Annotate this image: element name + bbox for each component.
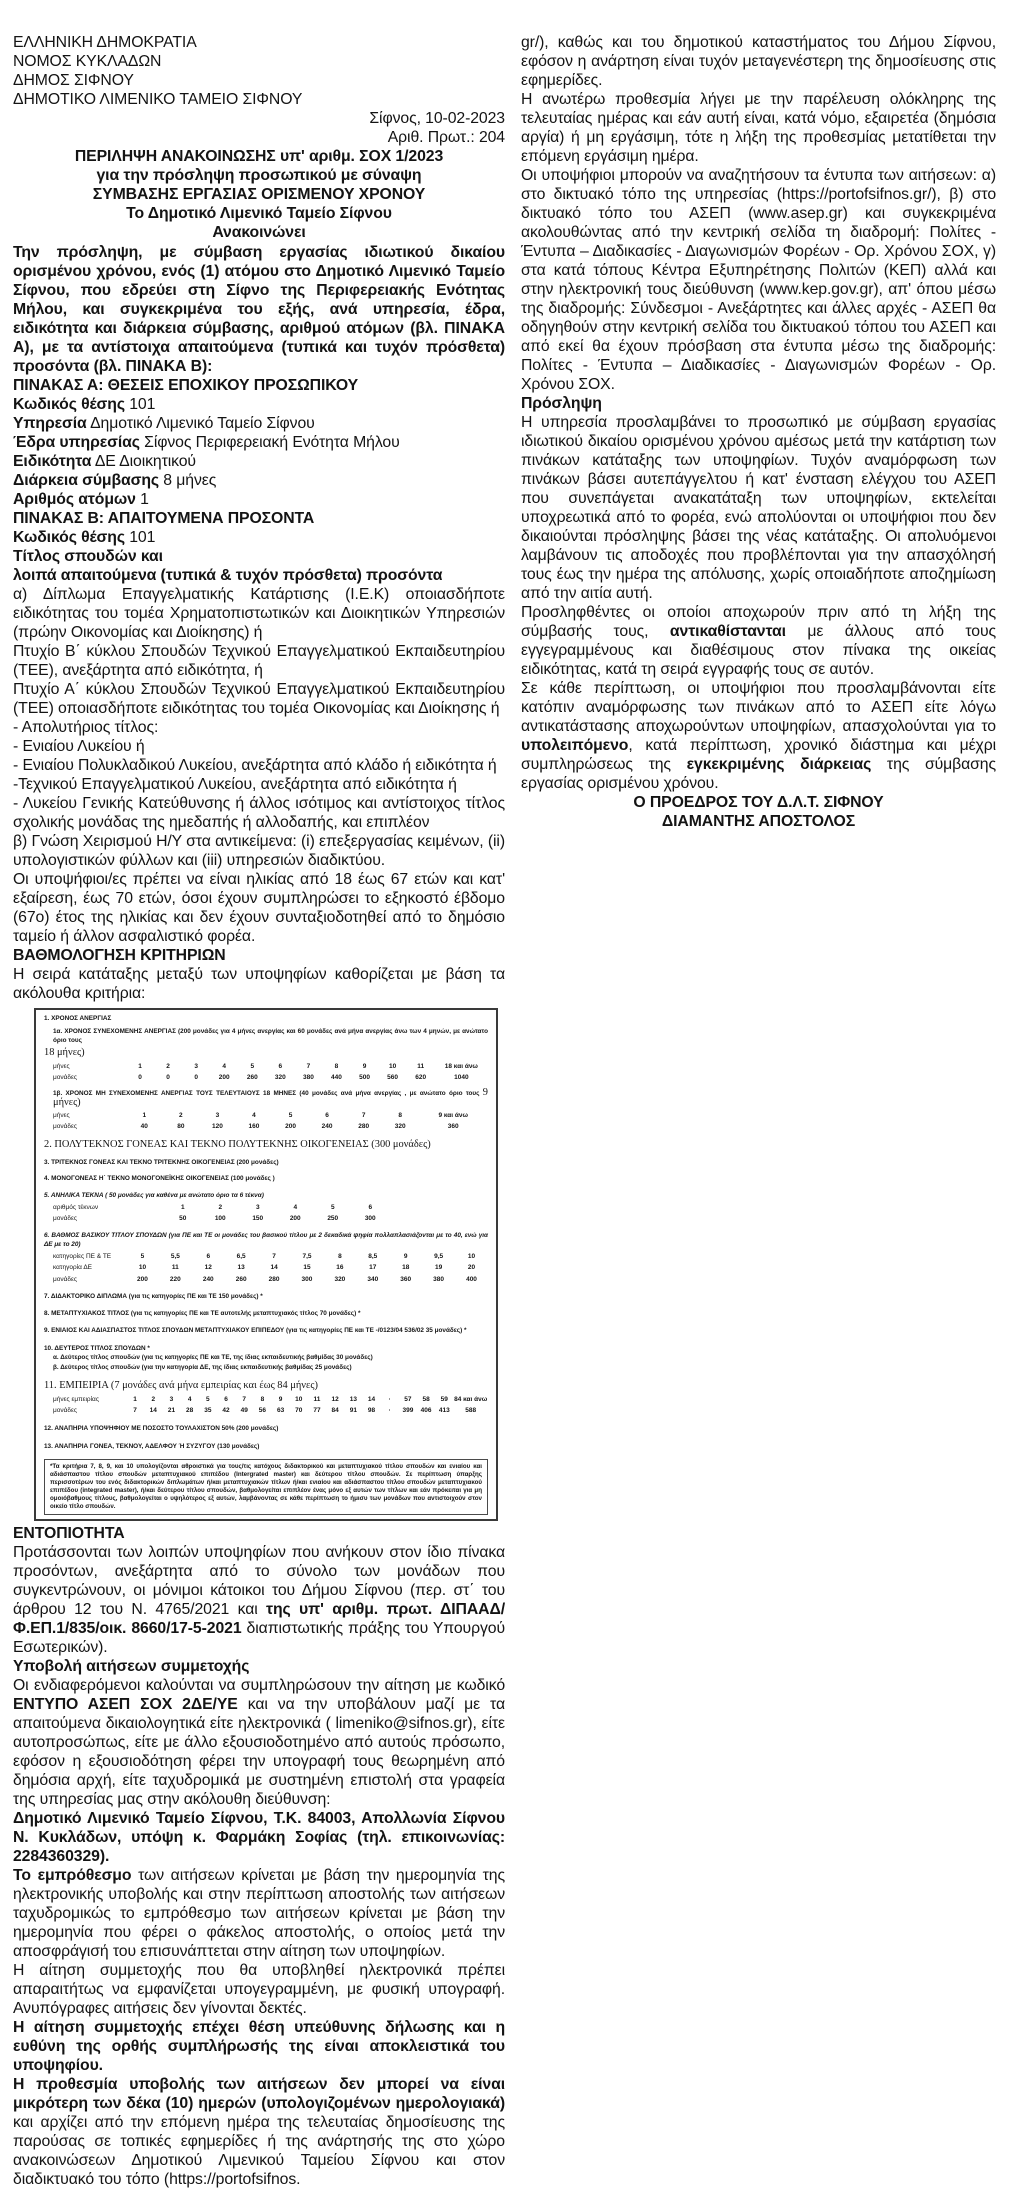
- body-paragraph: Η αίτηση συμμετοχής που θα υποβληθεί ηλεκτρονικά πρέπει απαραιτήτως να εμφανίζεται υπογεγραμμένη, με φυσική υπογραφή. Ανυπόγραφες αιτήσεις δεν γίνονται δεκτές.: [13, 1961, 505, 2017]
- title-line: για την πρόσληψη προσωπικού με σύναψη: [96, 167, 422, 184]
- section-heading: ΠΙΝΑΚΑΣ Β: ΑΠΑΙΤΟΥΜΕΝΑ ΠΡΟΣΟΝΤΑ: [13, 510, 315, 527]
- table-row-criterion-10b: β. Δεύτερος τίτλος σπουδών (για την κατηγορία ΔΕ, της ίδιας εκπαιδευτικής βαθμίδας 25 μονάδες): [53, 1363, 352, 1371]
- body-paragraph: - Λυκείου Γενικής Κατεύθυνσης ή άλλος ισότιμος και αντίστοιχος τίτλος σχολικής μονάδας της ημεδαπής ή αλλοδαπής, και επιπλέον: [13, 795, 505, 831]
- body-paragraph: gr/), καθώς και του δημοτικού καταστήματος του Δήμου Σίφνου, εφόσον η ανάρτηση είναι τυχόν μεταγενέστερη της δημοσίευσης στις εφημερίδες.: [521, 34, 996, 89]
- org-line: ΔΗΜΟΤΙΚΟ ΛΙΜΕΝΙΚΟ ΤΑΜΕΙΟ ΣΙΦΝΟΥ: [13, 91, 303, 108]
- section-heading: ΒΑΘΜΟΛΟΓΗΣΗ ΚΡΙΤΗΡΙΩΝ: [13, 947, 226, 964]
- table-row-criterion-8: 8. ΜΕΤΑΠΤΥΧΙΑΚΟΣ ΤΙΤΛΟΣ (για τις κατηγορίες ΠΕ και ΤΕ αυτοτελής μεταπτυχιακός τίτλος 70 μονάδες) *: [44, 1309, 361, 1317]
- title-line: ΣΥΜΒΑΣΗΣ ΕΡΓΑΣΙΑΣ ΟΡΙΣΜΕΝΟΥ ΧΡΟΝΟΥ: [92, 186, 426, 203]
- table-row-criterion-5: 5. ΑΝΗΛΙΚΑ ΤΕΚΝΑ ( 50 μονάδες για καθένα με ανώτατο όριο τα 6 τέκνα): [44, 1191, 264, 1199]
- table-row-criterion-13: 13. ΑΝΑΠΗΡΙΑ ΓΟΝΕΑ, ΤΕΚΝΟΥ, ΑΔΕΛΦΟΥ Ή ΣΥΖΥΓΟΥ (130 μονάδες): [44, 1443, 260, 1451]
- document-title: [13, 147, 505, 242]
- table-cells: 1 2 3 4 5 6 7 8 9 10 11 12 13 14 · 57 58 59 84 και άνω: [133, 1395, 488, 1403]
- table-label: μονάδες: [53, 1074, 78, 1082]
- table-cells: 200 220 240 260 280 300 320 340 360 380 400: [137, 1275, 477, 1283]
- field-line: Αριθμός ατόμων 1: [13, 491, 149, 508]
- org-line: ΔΗΜΟΣ ΣΙΦΝΟΥ: [13, 72, 134, 89]
- body-paragraph: Η υπηρεσία προσλαμβάνει το προσωπικό με σύμβαση εργασίας ιδιωτικού δικαίου ορισμένου χρόνου αμέσως μετά την κατάρτιση των πινάκων κατάταξης των υποψηφίων. Τυχόν αναμόρφωση των πινάκων βάσει αυτεπάγγελτου ή κατ' ένσταση ελέγχου του ΑΣΕΠ που συνεπάγεται ανακατάταξη των υποψηφίων, εκτελείται υποχρεωτικά από το φορέα, ενώ απολύονται οι υποψήφιοι που δεν δικαιούνται πρόσληψης βάσει της νέας κατάταξης. Οι απολυόμενοι λαμβάνουν τις αποδοχές που προβλέπονται για την απασχόλησή τους έως την ημέρα της απόλυσης, χωρίς οποιαδήποτε αποζημίωση από την αιτία αυτή.: [521, 414, 996, 602]
- table-label: κατηγορία ΔΕ: [53, 1264, 92, 1272]
- table-cells: 40 80 120 160 200 240 280 320 360: [140, 1123, 459, 1131]
- table-label: μήνες εμπειρίας: [53, 1395, 99, 1403]
- body-paragraph: - Απολυτήριος τίτλος:: [13, 719, 159, 736]
- field-line: Ειδικότητα ΔΕ Διοικητικού: [13, 453, 196, 470]
- table-label: μονάδες: [53, 1407, 78, 1414]
- table-label: μήνες: [53, 1111, 70, 1119]
- table-row: [44, 1215, 488, 1223]
- body-paragraph: Η προθεσμία υποβολής των αιτήσεων δεν μπορεί να είναι μικρότερη των δέκα (10) ημερών (υπολογιζομένων ημερολογιακά) και αρχίζει από την επόμενη ημέρα της τελευταίας δημοσίευσης της παρούσας σε τοπικές εφημερίδες ή της ανάρτησής της στο χώρο ανακοινώσεων Δημοτικού Λιμενικού Ταμείου Σίφνου και στον διαδικτυακό του τόπο (https://portofsifnos.: [13, 2075, 505, 2188]
- table-label: κατηγορίες ΠΕ & ΤΕ: [53, 1252, 112, 1260]
- table-serif-fragment: 18 μήνες): [44, 1047, 85, 1059]
- table-row-criterion-2: 2. ΠΟΛΥΤΕΚΝΟΣ ΓΟΝΕΑΣ ΚΑΙ ΤΕΚΝΟ ΠΟΛΥΤΕΚΝΗΣ ΟΙΚΟΓΕΝΕΙΑΣ (300 μονάδες): [44, 1139, 431, 1151]
- table-row-criterion-1a: 1α. ΧΡΟΝΟΣ ΣΥΝΕΧΟΜΕΝΗΣ ΑΝΕΡΓΙΑΣ (200 μονάδες για 4 μήνες ανεργίας και 60 μονάδες ανά μήνα ανεργίας άνω των 4 μηνών, με ανώτατο όριο τους: [53, 1028, 488, 1044]
- body-paragraph: Προσληφθέντες οι οποίοι αποχωρούν πριν από τη λήξη της σύμβασής τους, αντικαθίστανται με άλλους από τους εγγεγραμμένους και διαθέσιμους στον πίνακα της οικείας ειδικότητας, κατά τη σειρά εγγραφής τους σε αυτόν.: [521, 604, 996, 678]
- field-line: Κωδικός θέσης 101: [13, 529, 156, 546]
- body-paragraph: α) Δίπλωμα Επαγγελματικής Κατάρτισης (Ι.Ε.Κ) οποιασδήποτε ειδικότητας του τομέα Χρηματοπιστωτικών και Διοικητικών Υπηρεσιών (πρώην Οικονομίας και Διοίκησης) ή: [13, 586, 505, 641]
- org-header: [13, 33, 505, 109]
- table-cells: 1 2 3 4 5 6 7 8 9 10 11 18 και άνω: [138, 1062, 478, 1070]
- table-label: μονάδες: [53, 1275, 78, 1283]
- table-label: αριθμός τέκνων: [53, 1203, 99, 1211]
- body-paragraph: Η σειρά κατάταξης μεταξύ των υποψηφίων καθορίζεται με βάση τα ακόλουθα κριτήρια:: [13, 966, 505, 1002]
- table-row-criterion-10: 10. ΔΕΥΤΕΡΟΣ ΤΙΤΛΟΣ ΣΠΟΥΔΩΝ *: [44, 1344, 150, 1352]
- table-row: [44, 1074, 488, 1082]
- field-label: Τίτλος σπουδών και: [13, 548, 163, 565]
- table-row: [44, 1264, 488, 1272]
- table-row-criterion-11: 11. ΕΜΠΕΙΡΙΑ (7 μονάδες ανά μήνα εμπειρίας και έως 84 μήνες): [44, 1380, 318, 1391]
- table-cells: 0 0 0 200 260 320 380 440 500 560 620 1040: [138, 1074, 469, 1082]
- table-row: [44, 1407, 488, 1415]
- table-label: μονάδες: [53, 1123, 78, 1131]
- body-paragraph: Το εμπρόθεσμο των αιτήσεων κρίνεται με βάση την ημερομηνία της ηλεκτρονικής υποβολής και στην περίπτωση αποστολής των αιτήσεων ταχυδρομικώς το εμπρόθεσμο των αιτήσεων κρίνεται με βάση την ημερομηνία που φέρει ο φάκελος αποστολής, ο οποίος μετά την αποσφράγισή του επισυνάπτεται στην αίτηση των υποψηφίων.: [13, 1866, 506, 1960]
- table-row: [44, 1204, 488, 1212]
- table-row-criterion-3: 3. ΤΡΙΤΕΚΝΟΣ ΓΟΝΕΑΣ ΚΑΙ ΤΕΚΝΟ ΤΡΙΤΕΚΝΗΣ ΟΙΚΟΓΕΝΕΙΑΣ (200 μονάδες): [44, 1159, 279, 1167]
- table-row: [44, 1253, 488, 1261]
- org-line: ΝΟΜΟΣ ΚΥΚΛΑΔΩΝ: [13, 53, 162, 70]
- body-paragraph: Πτυχίο Α΄ κύκλου Σπουδών Τεχνικού Επαγγελματικού Εκπαιδευτηρίου (ΤΕΕ) οποιασδήποτε ειδικότητας του τομέα Οικονομίας και Διοίκησης ή: [13, 681, 505, 717]
- field-line: Διάρκεια σύμβασης 8 μήνες: [13, 472, 217, 489]
- table-label: μήνες: [53, 1062, 70, 1070]
- table-cells: 5 5,5 6 6,5 7 7,5 8 8,5 9 9,5 10: [140, 1252, 476, 1260]
- table-row-criterion-1b: 1β. ΧΡΟΝΟΣ ΜΗ ΣΥΝΕΧΟΜΕΝΗΣ ΑΝΕΡΓΙΑΣ ΤΟΥΣ ΤΕΛΕΥΤΑΙΟΥΣ 18 ΜΗΝΕΣ (40 μονάδες ανά μήνα ανεργίας , με ανώτατο όριο τους 9 μήνες): [53, 1087, 488, 1108]
- body-paragraph: Την πρόσληψη, με σύμβαση εργασίας ιδιωτικού δικαίου ορισμένου χρόνου, ενός (1) ατόμου στο Δημοτικό Λιμενικό Ταμείο Σίφνου, που εδρεύει στη Σίφνο της Περιφερειακής Ενότητας Μήλου, και συγκεκριμένα του εξής, ανά υπηρεσία, έδρα, ειδικότητα και διάρκεια σύμβασης, αριθμού ατόμων (βλ. ΠΙΝΑΚΑ Α), με τα αντίστοιχα απαιτούμενα (τυπικά και τυχόν πρόσθετα) προσόντα (βλ. ΠΙΝΑΚΑ Β):: [13, 244, 505, 375]
- table-row-criterion-12: 12. ΑΝΑΠΗΡΙΑ ΥΠΟΨΗΦΙΟΥ ΜΕ ΠΟΣΟΣΤΟ ΤΟΥΛΑΧΙΣΤΟΝ 50% (200 μονάδες): [44, 1425, 279, 1432]
- body-paragraph: β) Γνώση Χειρισμού Η/Υ στα αντικείμενα: (i) επεξεργασίας κειμένων, (ii) υπολογιστικών φύλλων και (iii) υπηρεσιών διαδικτύου.: [13, 833, 505, 869]
- field-label: λοιπά απαιτούμενα (τυπικά & τυχόν πρόσθετα) προσόντα: [13, 567, 443, 584]
- table-row: [44, 1112, 488, 1120]
- field-line: Υπηρεσία Δημοτικό Λιμενικό Ταμείο Σίφνου: [13, 415, 315, 432]
- section-heading: Πρόσληψη: [521, 395, 602, 412]
- body-paragraph: Σε κάθε περίπτωση, οι υποψήφιοι που προσλαμβάνονται είτε κατόπιν αναμόρφωσης των πινάκων από το ΑΣΕΠ είτε λόγω αντικατάστασης αποχωρούντων υποψηφίων, απασχολούνται για το υπολειπόμενο, κατά περίπτωση, χρονικό διάστημα και μέχρι συμπληρώσεως της εγκεκριμένης διάρκειας της σύμβασης εργασίας ορισμένου χρόνου.: [521, 680, 996, 792]
- title-line: ΠΕΡΙΛΗΨΗ ΑΝΑΚΟΙΝΩΣΗΣ υπ' αριθμ. ΣΟΧ 1/2023: [74, 148, 444, 165]
- table-cells: 7 14 21 28 35 42 49 56 63 70 77 84 91 98 · 399 406 413 588: [133, 1407, 477, 1414]
- table-row: [44, 1396, 488, 1404]
- title-line: Το Δημοτικό Λιμενικό Ταμείο Σίφνου: [126, 205, 392, 222]
- right-column: [521, 33, 996, 2189]
- table-row-criterion-1: 1. ΧΡΟΝΟΣ ΑΝΕΡΓΙΑΣ: [44, 1015, 112, 1022]
- body-paragraph: - Ενιαίου Λυκείου ή: [13, 738, 145, 755]
- body-paragraph: Οι ενδιαφερόμενοι καλούνται να συμπληρώσουν την αίτηση με κωδικό ΕΝΤΥΠΟ ΑΣΕΠ ΣΟΧ 2ΔΕ/ΥΕ και να την υποβάλουν μαζί με τα απαιτούμενα δικαιολογητικά είτε ηλεκτρονικά ( limeniko@sifnos.gr), είτε αυτοπροσώπως, είτε με άλλο εξουσιοδοτημένο από αυτούς πρόσωπο, εφόσον η εξουσιοδότηση φέρει την υπογραφή τους θεωρημένη από δημόσια αρχή, είτε ταχυδρομικά με συστημένη επιστολή στα γραφεία της υπηρεσίας μας στην ακόλουθη διεύθυνση:: [13, 1676, 505, 1808]
- address-paragraph: Δημοτικό Λιμενικό Ταμείο Σίφνου, Τ.Κ. 84003, Απολλωνία Σίφνου Ν. Κυκλάδων, υπόψη κ. Φαρμάκη Σοφίας (τηλ. επικοινωνίας: 2284360329).: [13, 1809, 505, 1865]
- section-heading: ΠΙΝΑΚΑΣ Α: ΘΕΣΕΙΣ ΕΠΟΧΙΚΟΥ ΠΡΟΣΩΠΙΚΟΥ: [13, 377, 359, 394]
- table-row: [44, 1063, 488, 1071]
- criteria-table: [34, 1008, 498, 1521]
- table-cells: 1 2 3 4 5 6: [180, 1203, 373, 1211]
- body-paragraph: - Ενιαίου Πολυκλαδικού Λυκείου, ανεξάρτητα από κλάδο ή ειδικότητα ή: [13, 757, 497, 774]
- place-date-line: Σίφνος, 10-02-2023: [369, 110, 505, 127]
- body-paragraph: Οι υποψήφιοι μπορούν να αναζητήσουν τα έντυπα των αιτήσεων: α) στο δικτυακό τόπο της υπηρεσίας (https://portofsifnos.gr/), β) στο δικτυακό τόπο του ΑΣΕΠ (www.asep.gr) και συγκεκριμένα ακολουθώντας από την κεντρική σελίδα τη διαδρομή: Πολίτες - Έντυπα – Διαδικασίες - Διαγωνισμών Φορέων - Ορ. Χρόνου ΣΟΧ, γ) στα κατά τόπους Κέντρα Εξυπηρέτησης Πολιτών (ΚΕΠ) αλλά και στην ηλεκτρονική τους διεύθυνση (www.kep.gov.gr), απ' όπου μέσω της διαδρομής: Σύνδεσμοι - Ανεξάρτητες και άλλες αρχές - ΑΣΕΠ θα οδηγηθούν στην κεντρική σελίδα του δικτυακού τόπου του ΑΣΕΠ και από εκεί θα έχουν πρόσβαση στα έντυπα μέσω της διαδρομής: Πολίτες - Έντυπα – Διαδικασίες - Διαγωνισμών Φορέων - Ορ. Χρόνου ΣΟΧ.: [521, 167, 996, 393]
- section-heading: Υποβολή αιτήσεων συμμετοχής: [13, 1657, 250, 1675]
- protocol-line: Αριθ. Πρωτ.: 204: [387, 129, 505, 146]
- body-paragraph: Η αίτηση συμμετοχής επέχει θέση υπεύθυνης δήλωσης και η ευθύνη της ορθής συμπλήρωσής της είναι αποκλειστικά του υποψηφίου.: [13, 2018, 505, 2074]
- table-label: μονάδες: [53, 1215, 78, 1223]
- table-row: [44, 1276, 488, 1284]
- table-row-criterion-7: 7. ΔΙΔΑΚΤΟΡΙΚΟ ΔΙΠΛΩΜΑ (για τις κατηγορίες ΠΕ και ΤΕ 150 μονάδες) *: [44, 1292, 263, 1300]
- table-footnote: *Τα κριτήρια 7, 8, 9, και 10 υπολογίζονται αθροιστικά για τους/τις κατόχους διδακτορικού και μεταπτυχιακού τίτλου σπουδών και ενιαίου και αδιάσπαστου τίτλου σπουδών μεταπτυχιακού επιπέδου (Intergrated master) και δεύτερου τίτλου σπουδών. Σε περίπτωση ύπαρξης περισσοτέρων του ενός διδακτορικών διπλωμάτων ή/και μεταπτυχιακών τίτλων ή/και ενιαίου και αδιάσπαστου τίτλου σπουδών μεταπτυχιακού επιπέδου (integrated master), ή/και δεύτερου τίτλου σπουδών, βαθμολογείται επιπλέον ένας μόνο εξ αυτών των τίτλων και εάν πρόκειται για μη ομοιόβαθμους τίτλους, βαθμολογείται ο υψηλότερος εξ αυτών, λαμβάνοντας σε κάθε περίπτωση το ήμισυ των μονάδων που αντιστοιχούν στον οικείο τίτλο σπουδών.: [44, 1459, 488, 1515]
- table-row-criterion-6: 6. ΒΑΘΜΟΣ ΒΑΣΙΚΟΥ ΤΙΤΛΟΥ ΣΠΟΥΔΩΝ (για ΠΕ και ΤΕ οι μονάδες του βασικού τίτλου με 2 δεκαδικά ψηφία πολλαπλασιάζονται με το 40, ενώ για ΔΕ με το 20): [44, 1232, 488, 1248]
- table-row-criterion-4: 4. ΜΟΝΟΓΟΝΕΑΣ Η΄ ΤΕΚΝΟ ΜΟΝΟΓΟΝΕΪΚΗΣ ΟΙΚΟΓΕΝΕΙΑΣ (100 μονάδες ): [44, 1175, 275, 1183]
- body-paragraph: Οι υποψήφιοι/ες πρέπει να είναι ηλικίας από 18 έως 67 ετών και κατ' εξαίρεση, έως 70 ετών, όσοι έχουν συμπληρώσει το εξηκοστό έβδομο (67ο) έτος της ηλικίας και δεν έχουν συνταξιοδοτηθεί από το δημόσιο ταμείο ή άλλον ασφαλιστικό φορέα.: [13, 871, 505, 945]
- table-cells: 1 2 3 4 5 6 7 8 9 και άνω: [142, 1111, 468, 1119]
- body-paragraph: Προτάσσονται των λοιπών υποψηφίων που ανήκουν στον ίδιο πίνακα προσόντων, ανεξάρτητα από το σύνολο των μονάδων που συγκεντρώνουν, οι μόνιμοι κάτοικοι του Δήμου Σίφνου (περ. στ΄ του άρθρου 12 του Ν. 4765/2021 και της υπ' αριθμ. πρωτ. ΔΙΠΑΑΔ/Φ.ΕΠ.1/835/οικ. 8660/17-5-2021 διαπιστωτικής πράξης του Υπουργού Εσωτερικών).: [13, 1543, 505, 1656]
- body-paragraph: Η ανωτέρω προθεσμία λήγει με την παρέλευση ολόκληρης της τελευταίας ημέρας και εάν αυτή είναι, κατά νόμο, εξαιρετέα (δημόσια αργία) ή μη εργάσιμη, τότε η λήξη της προθεσμίας μετατίθεται την επόμενη εργάσιμη ημέρα.: [521, 91, 996, 165]
- table-cells: 50 100 150 200 250 300: [179, 1215, 376, 1223]
- signature-title-line: Ο ΠΡΟΕΔΡΟΣ ΤΟΥ Δ.Λ.Τ. ΣΙΦΝΟΥ: [633, 794, 884, 811]
- table-cells: 10 11 12 13 14 15 16 17 18 19 20: [138, 1264, 476, 1272]
- field-line: Έδρα υπηρεσίας Σίφνος Περιφερειακή Ενότητα Μήλου: [13, 434, 400, 451]
- body-paragraph: Πτυχίο Β΄ κύκλου Σπουδών Τεχνικού Επαγγελματικού Εκπαιδευτηρίου (ΤΕΕ), ανεξάρτητα από ειδικότητα, ή: [13, 643, 505, 679]
- field-line: Κωδικός θέσης 101: [13, 396, 156, 413]
- table-row: [44, 1123, 488, 1131]
- table-row-criterion-10a: α. Δεύτερος τίτλος σπουδών (για τις κατηγορίες ΠΕ και ΤΕ, της ίδιας εκπαιδευτικής βαθμίδας 30 μονάδες): [53, 1354, 373, 1362]
- table-row-criterion-9: 9. ΕΝΙΑΙΟΣ ΚΑΙ ΑΔΙΑΣΠΑΣΤΟΣ ΤΙΤΛΟΣ ΣΠΟΥΔΩΝ ΜΕΤΑΠΤΥΧΙΑΚΟΥ ΕΠΙΠΕΔΟΥ (για τις κατηγορίες ΠΕ και ΤΕ -/0123/04 536/02 35 μονάδες) *: [44, 1327, 467, 1335]
- signature-name-line: ΔΙΑΜΑΝΤΗΣ ΑΠΟΣΤΟΛΟΣ: [661, 813, 856, 830]
- section-heading: ΕΝΤΟΠΙΟΤΗΤΑ: [13, 1524, 125, 1542]
- title-line: Ανακοινώνει: [212, 224, 306, 241]
- body-paragraph: -Τεχνικού Επαγγελματικού Λυκείου, ανεξάρτητα από ειδικότητα ή: [13, 776, 457, 793]
- left-column: [13, 33, 505, 2189]
- org-line: ΕΛΛΗΝΙΚΗ ΔΗΜΟΚΡΑΤΙΑ: [13, 34, 197, 51]
